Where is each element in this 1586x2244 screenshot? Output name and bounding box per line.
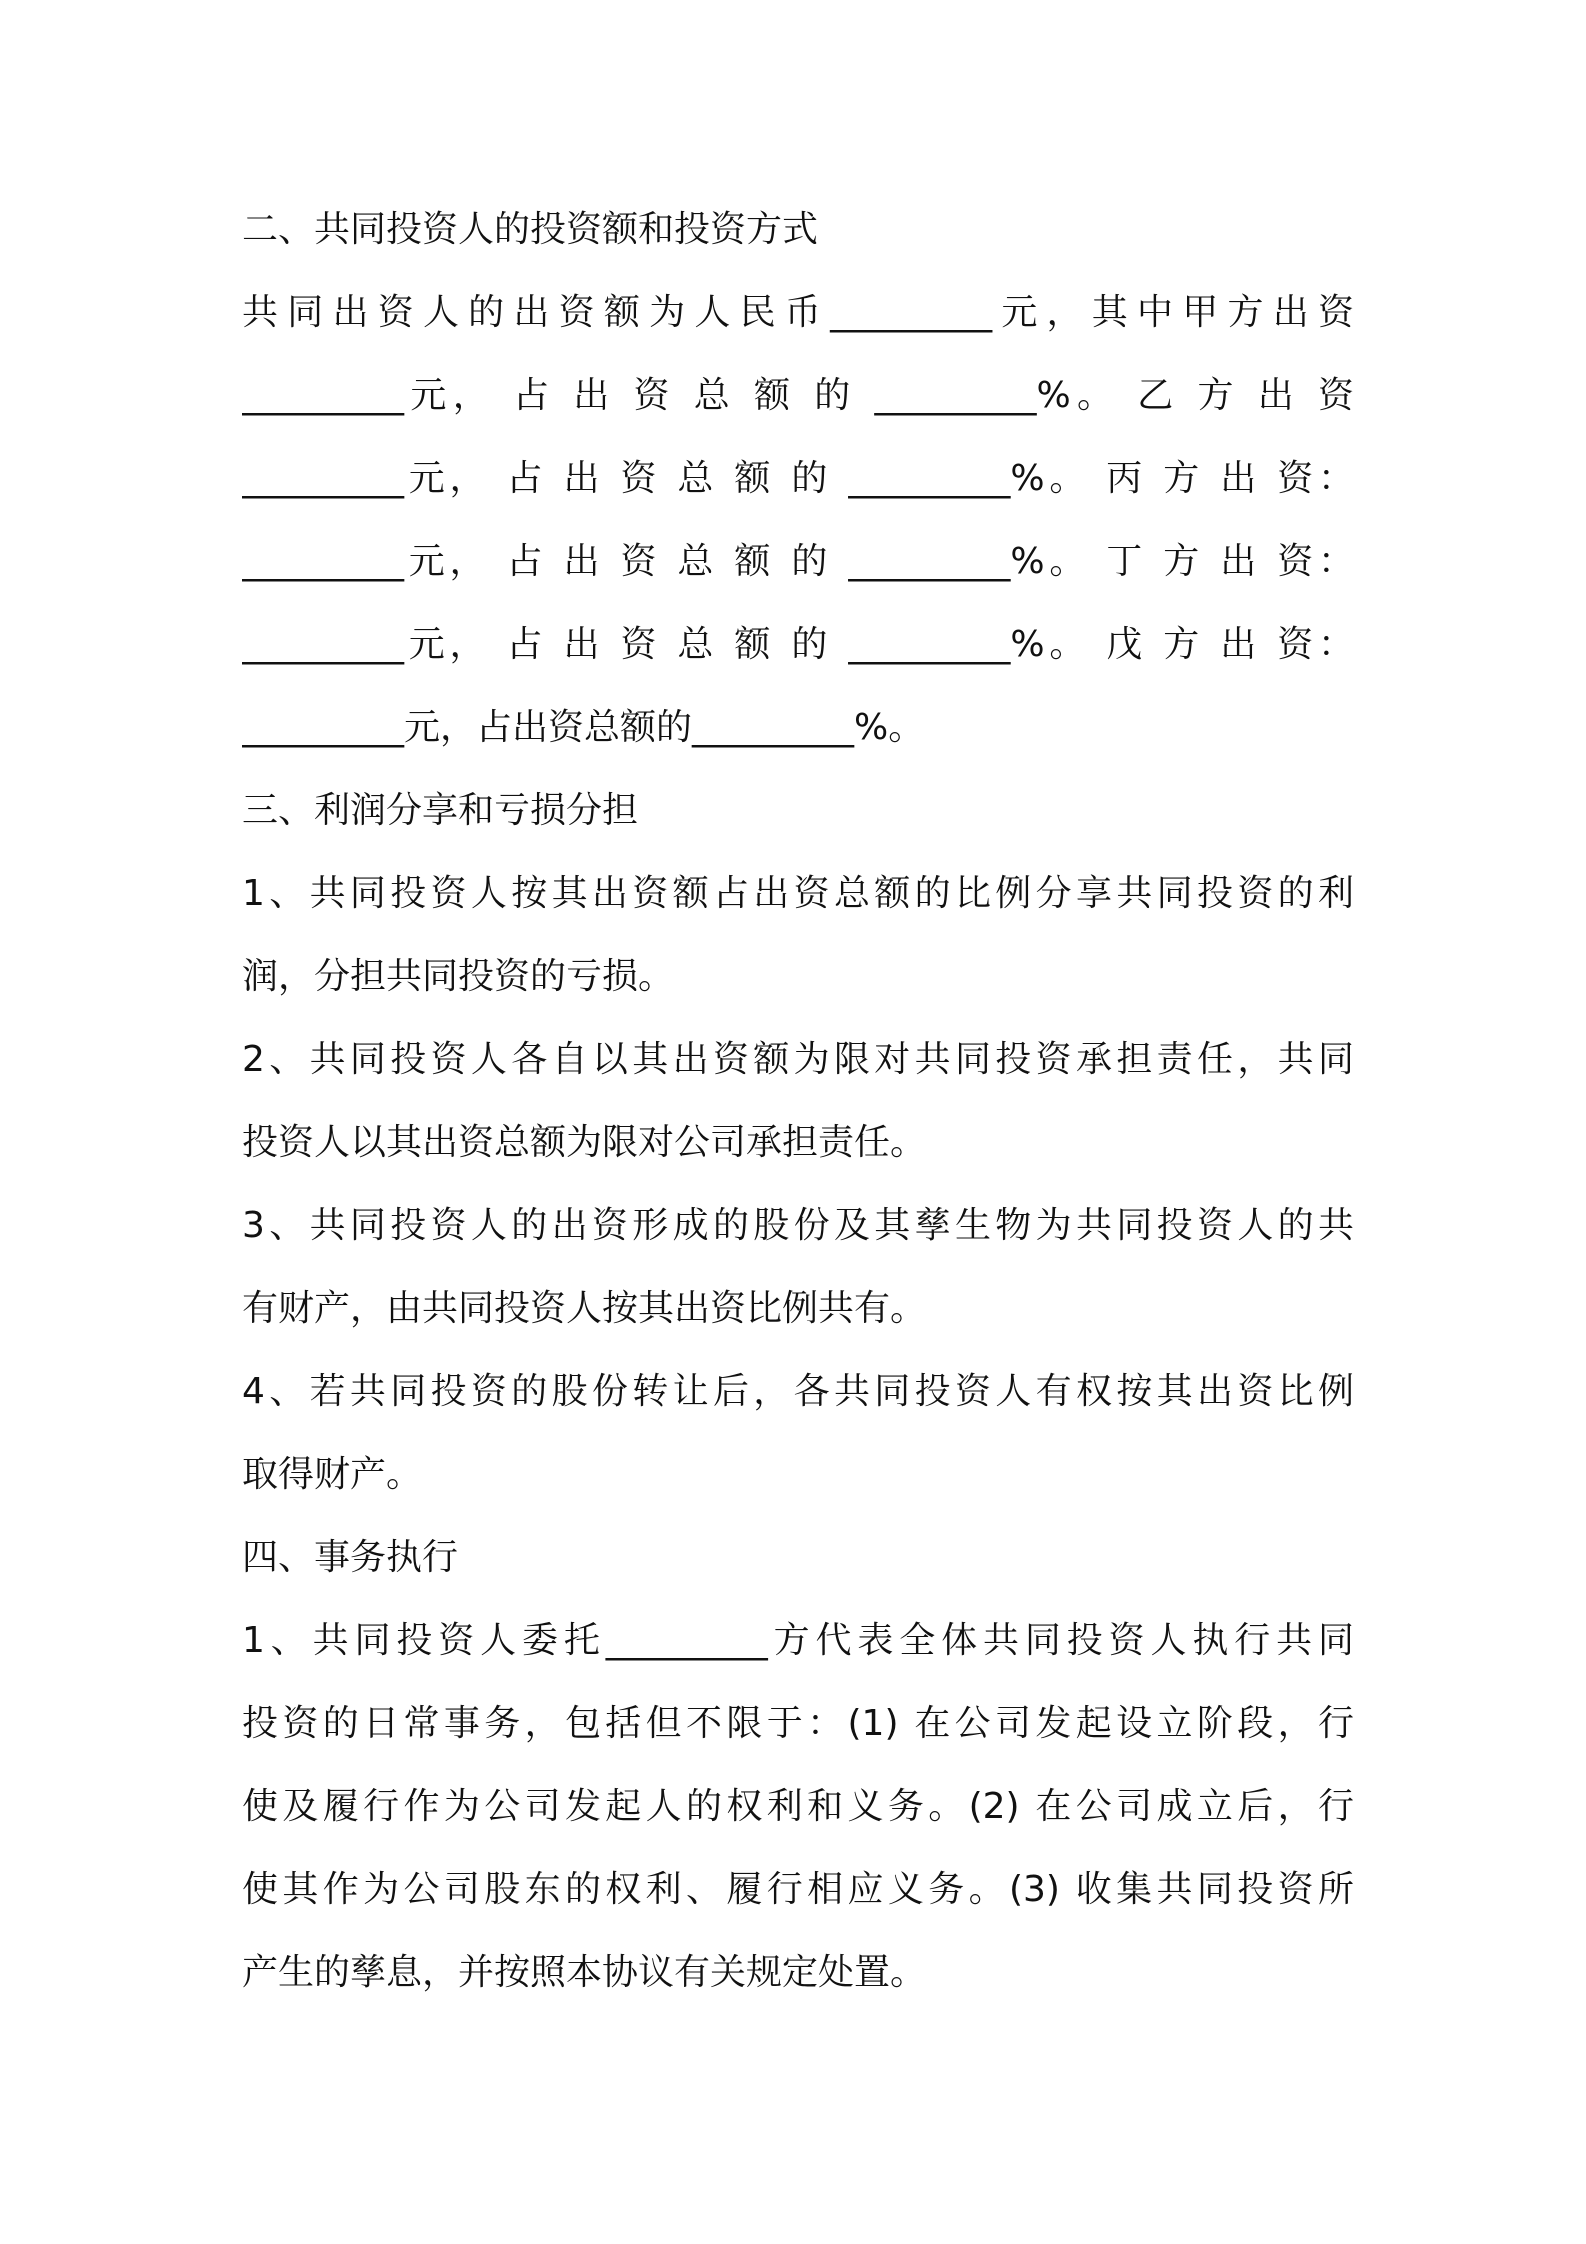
paragraph-line: 投资人以其出资总额为限对公司承担责任。 xyxy=(242,1122,927,1163)
paragraph-line: 2、共同投资人各自以其出资额为限对共同投资承担责任，共同 xyxy=(242,1039,1354,1080)
paragraph-line: 取得财产。 xyxy=(242,1454,423,1495)
paragraph-line: 使其作为公司股东的权利、履行相应义务。(3) 收集共同投资所 xyxy=(242,1869,1354,1910)
paragraph-line: 润，分担共同投资的亏损。 xyxy=(242,956,675,997)
section-heading: 二、共同投资人的投资额和投资方式 xyxy=(242,209,819,250)
paragraph-line: 1、共同投资人委托_________方代表全体共同投资人执行共同 xyxy=(242,1620,1354,1661)
paragraph-line: 共同出资人的出资额为人民币_________元，其中甲方出资 xyxy=(242,292,1354,333)
section-heading: 四、事务执行 xyxy=(242,1537,459,1578)
paragraph-line: _________元， 占 出 资 总 额 的 _________%。 戊 方 出 资： xyxy=(242,624,1354,665)
paragraph-line: 4、若共同投资的股份转让后，各共同投资人有权按其出资比例 xyxy=(242,1371,1354,1412)
paragraph-line: _________元， 占 出 资 总 额 的 _________%。 丁 方 出 资： xyxy=(242,541,1354,582)
paragraph-line: 3、共同投资人的出资形成的股份及其孳生物为共同投资人的共 xyxy=(242,1205,1354,1246)
paragraph-line: _________元，占出资总额的_________%。 xyxy=(242,707,925,748)
section-heading: 三、利润分享和亏损分担 xyxy=(242,790,639,831)
paragraph-line: 产生的孳息，并按照本协议有关规定处置。 xyxy=(242,1952,927,1993)
paragraph-line: 投资的日常事务，包括但不限于：(1) 在公司发起设立阶段，行 xyxy=(242,1703,1354,1744)
paragraph-line: 有财产，由共同投资人按其出资比例共有。 xyxy=(242,1288,927,1329)
paragraph-line: _________元， 占 出 资 总 额 的 _________%。 乙 方 出 资 xyxy=(242,375,1354,416)
paragraph-line: 1、共同投资人按其出资额占出资总额的比例分享共同投资的利 xyxy=(242,873,1354,914)
document-page xyxy=(242,195,1354,2021)
paragraph-line: _________元， 占 出 资 总 额 的 _________%。 丙 方 出 资： xyxy=(242,458,1354,499)
paragraph-line: 使及履行作为公司发起人的权利和义务。(2) 在公司成立后，行 xyxy=(242,1786,1354,1827)
